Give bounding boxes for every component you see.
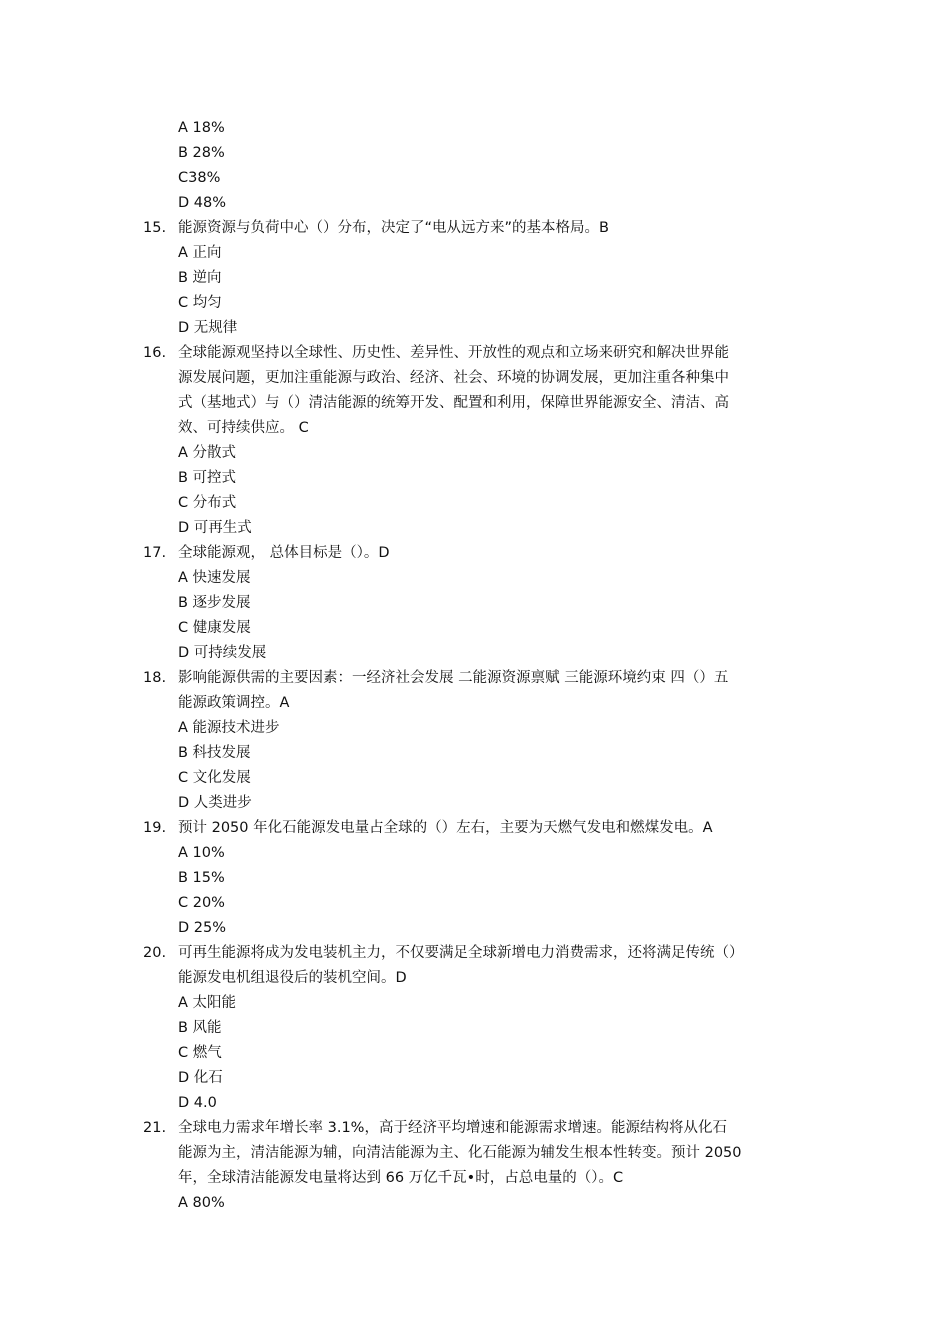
option: C 文化发展 [178,770,251,786]
question-text: 全球能源观坚持以全球性、历史性、差异性、开放性的观点和立场来研究和解决世界能 [178,345,729,361]
option: D 化石 [178,1070,223,1086]
option: C 燃气 [178,1045,222,1061]
question-text: 可再生能源将成为发电装机主力，不仅要满足全球新增电力消费需求，还将满足传统（） [178,945,744,961]
option: A 快速发展 [178,570,251,586]
question-number: 17. [143,545,167,561]
question-text: 源发展问题，更加注重能源与政治、经济、社会、环境的协调发展，更加注重各种集中 [178,370,729,386]
question-text: 全球电力需求年增长率 3.1%，高于经济平均增速和能源需求增速。能源结构将从化石 [178,1120,727,1136]
question-number: 20. [143,945,167,961]
question-text: 能源资源与负荷中心（）分布，决定了“电从远方来”的基本格局。B [178,220,609,236]
option: B 15% [178,870,225,886]
option: A 18% [178,120,225,136]
question-text: 能源发电机组退役后的装机空间。D [178,970,407,986]
option: B 28% [178,145,225,161]
option: A 正向 [178,245,222,261]
option: A 分散式 [178,445,237,461]
question-number: 19. [143,820,167,836]
option: B 逆向 [178,270,222,286]
option: D 25% [178,920,227,936]
option: C 分布式 [178,495,237,511]
option: B 逐步发展 [178,595,251,611]
option: D 4.0 [178,1095,217,1111]
option: B 风能 [178,1020,222,1036]
option: B 科技发展 [178,745,251,761]
question-text: 全球能源观， 总体目标是（）。D [178,545,390,561]
question-text: 预计 2050 年化石能源发电量占全球的（）左右，主要为天燃气发电和燃煤发电。A [178,820,713,836]
option: C38% [178,170,221,186]
question-text: 年，全球清洁能源发电量将达到 66 万亿千瓦•时，占总电量的（）。C [178,1170,624,1186]
option: A 10% [178,845,225,861]
option: D 无规律 [178,320,238,336]
question-text: 能源为主，清洁能源为辅，向清洁能源为主、化石能源为辅发生根本性转变。预计 2050 [178,1145,742,1161]
option: D 48% [178,195,227,211]
option: B 可控式 [178,470,237,486]
option: D 可再生式 [178,520,252,536]
option: C 20% [178,895,225,911]
question-text: 式（基地式）与（）清洁能源的统筹开发、配置和利用，保障世界能源安全、清洁、高 [178,395,729,411]
question-text: 影响能源供需的主要因素：一经济社会发展 二能源资源禀赋 三能源环境约束 四（）五 [178,670,729,686]
question-text: 能源政策调控。A [178,695,290,711]
option: D 人类进步 [178,795,252,811]
question-number: 21. [143,1120,167,1136]
option: C 健康发展 [178,620,251,636]
option: A 能源技术进步 [178,720,280,736]
option: C 均匀 [178,295,222,311]
option: D 可持续发展 [178,645,267,661]
question-number: 15. [143,220,167,236]
question-number: 18. [143,670,167,686]
question-number: 16. [143,345,167,361]
option: A 80% [178,1195,225,1211]
option: A 太阳能 [178,995,237,1011]
question-text: 效、可持续供应。 C [178,420,309,436]
